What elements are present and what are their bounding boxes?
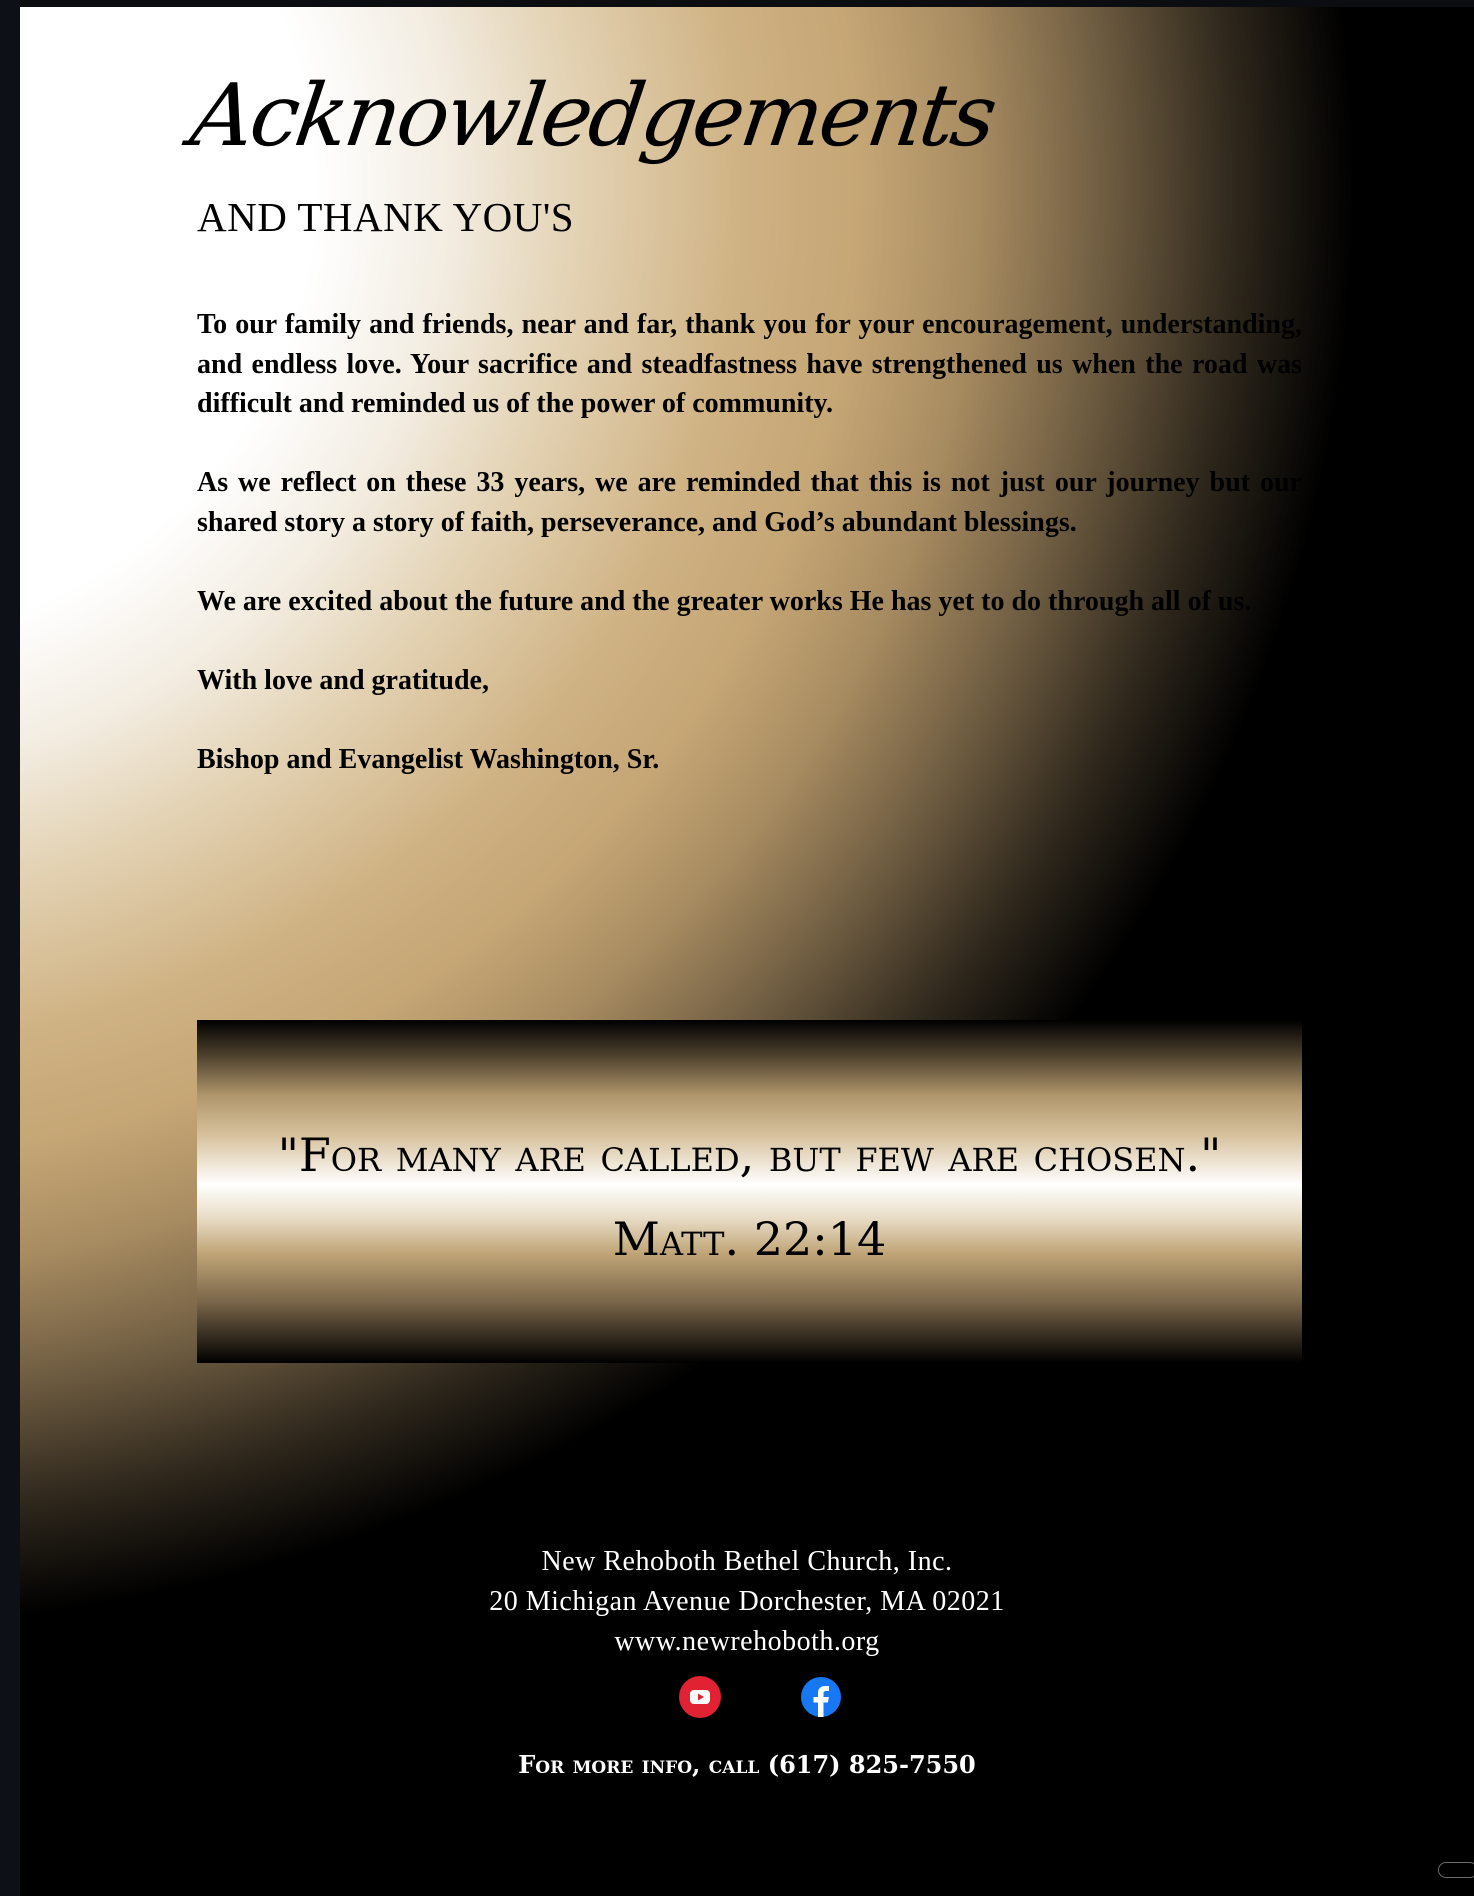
top-edge-bar [0, 0, 1474, 7]
scripture-reference: Matt. 22:14 [612, 1212, 887, 1266]
left-edge-bar [0, 0, 20, 1896]
church-name: New Rehoboth Bethel Church, Inc. [541, 1546, 953, 1577]
page-title: Acknowledgements [185, 66, 1001, 166]
more-info-label: For more info, call [518, 1750, 760, 1779]
scripture-banner [197, 1020, 1302, 1363]
church-contact-footer [20, 1542, 1474, 1662]
letter-closing: With love and gratitude, [197, 664, 489, 696]
church-address: 20 Michigan Avenue Dorchester, MA 02021 [489, 1586, 1005, 1617]
letter-paragraph-3: We are excited about the future and the greater works He has yet to do through all of us. [197, 585, 1252, 617]
church-website-link[interactable]: www.newrehoboth.org [614, 1626, 880, 1657]
facebook-glyph [800, 1676, 842, 1718]
letter-paragraph-2: As we reflect on these 33 years, we are reminded that this is not just our journey but our shared story a story of faith, perseverance, and God’s abundant blessings. [197, 467, 1302, 538]
more-info-line [20, 1750, 1474, 1779]
letter-signature: Bishop and Evangelist Washington, Sr. [197, 743, 660, 775]
youtube-icon[interactable] [679, 1676, 721, 1718]
scripture-quote: "For many are called, but few are chosen." [277, 1128, 1222, 1182]
page-subtitle: AND THANK YOU'S [197, 194, 575, 240]
social-links [20, 1676, 1474, 1720]
letter-paragraph-1: To our family and friends, near and far, thank you for your encouragement, understanding, and endless love. Your sacrifice and steadfastness have strengthened us when the road was difficult and reminded us of the power of community. [197, 309, 1302, 419]
acknowledgements-page [20, 7, 1474, 1896]
phone-number[interactable]: (617) 825-7550 [767, 1750, 976, 1779]
scroll-handle[interactable] [1438, 1862, 1474, 1878]
letter-body [197, 305, 1302, 819]
facebook-icon[interactable] [800, 1676, 842, 1718]
youtube-glyph [679, 1676, 721, 1718]
